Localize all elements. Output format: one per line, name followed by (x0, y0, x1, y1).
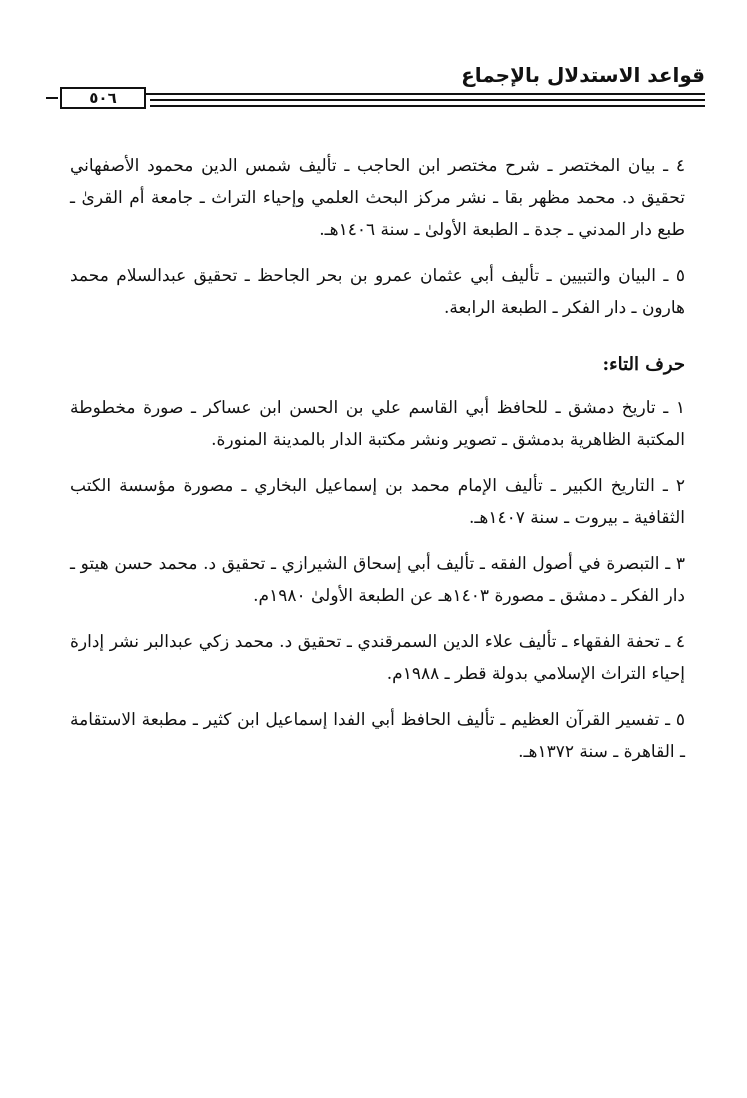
running-title: قواعد الاستدلال بالإجماع (461, 63, 705, 87)
page-number: ٥٠٦ (89, 89, 117, 107)
header-rule-top (60, 93, 705, 95)
entry-text: ـ البيان والتبيين ـ تأليف أبي عثمان عمرو بن بحر الجاحظ ـ تحقيق عبدالسلام محمد هارون ـ دار الفكر ـ الطبعة الرابعة. (70, 266, 685, 318)
bibliography-content (70, 150, 685, 782)
bibliography-entry-b4 (70, 150, 685, 246)
entry-number: ٤ (675, 632, 685, 652)
entry-number: ١ (675, 398, 685, 418)
bibliography-entry-t2 (70, 470, 685, 534)
entry-number: ٢ (675, 476, 685, 496)
entry-text: ـ التاريخ الكبير ـ تأليف الإمام محمد بن إسماعيل البخاري ـ مصورة مؤسسة الكتب الثقافية ـ بيروت ـ سنة ١٤٠٧هـ. (70, 476, 685, 528)
entry-text: ـ بيان المختصر ـ شرح مختصر ابن الحاجب ـ تأليف شمس الدين محمود الأصفهاني تحقيق د. محمد مظهر بقا ـ نشر مركز البحث العلمي وإحياء التراث ـ جامعة أم القرىٰ ـ طبع دار المدني ـ جدة ـ الطبعة الأولىٰ ـ سنة ١٤٠٦هـ. (70, 156, 685, 240)
entry-number: ٥ (675, 710, 685, 730)
entry-text: ـ تفسير القرآن العظيم ـ تأليف الحافظ أبي الفدا إسماعيل ابن كثير ـ مطبعة الاستقامة ـ القاهرة ـ سنة ١٣٧٢هـ. (70, 710, 685, 762)
entry-number: ٥ (675, 266, 685, 286)
header-rule-middle (150, 99, 705, 101)
entry-text: ـ تاريخ دمشق ـ للحافظ أبي القاسم علي بن الحسن ابن عساكر ـ صورة مخطوطة المكتبة الظاهرية بدمشق ـ تصوير ونشر مكتبة الدار بالمدينة المنورة. (70, 398, 685, 450)
header-rule-tick (46, 97, 58, 99)
entry-text: ـ التبصرة في أصول الفقه ـ تأليف أبي إسحاق الشيرازي ـ تحقيق د. محمد حسن هيتو ـ دار الفكر ـ دمشق ـ مصورة ١٤٠٣هـ عن الطبعة الأولىٰ ١٩٨٠م. (70, 554, 685, 606)
bibliography-entry-t4 (70, 626, 685, 690)
bibliography-entry-t5 (70, 704, 685, 768)
bibliography-entry-b5 (70, 260, 685, 324)
section-heading-ta: حرف التاء: (602, 354, 685, 375)
entry-number: ٣ (675, 554, 685, 574)
header-rule-bottom (150, 105, 705, 107)
page-header (60, 62, 705, 110)
entry-number: ٤ (675, 156, 686, 176)
entry-text: ـ تحفة الفقهاء ـ تأليف علاء الدين السمرقندي ـ تحقيق د. محمد زكي عبدالبر نشر إدارة إحياء التراث الإسلامي بدولة قطر ـ ١٩٨٨م. (70, 632, 685, 684)
bibliography-entry-t3 (70, 548, 685, 612)
bibliography-entry-t1 (70, 392, 685, 456)
page-number-box (60, 87, 146, 109)
